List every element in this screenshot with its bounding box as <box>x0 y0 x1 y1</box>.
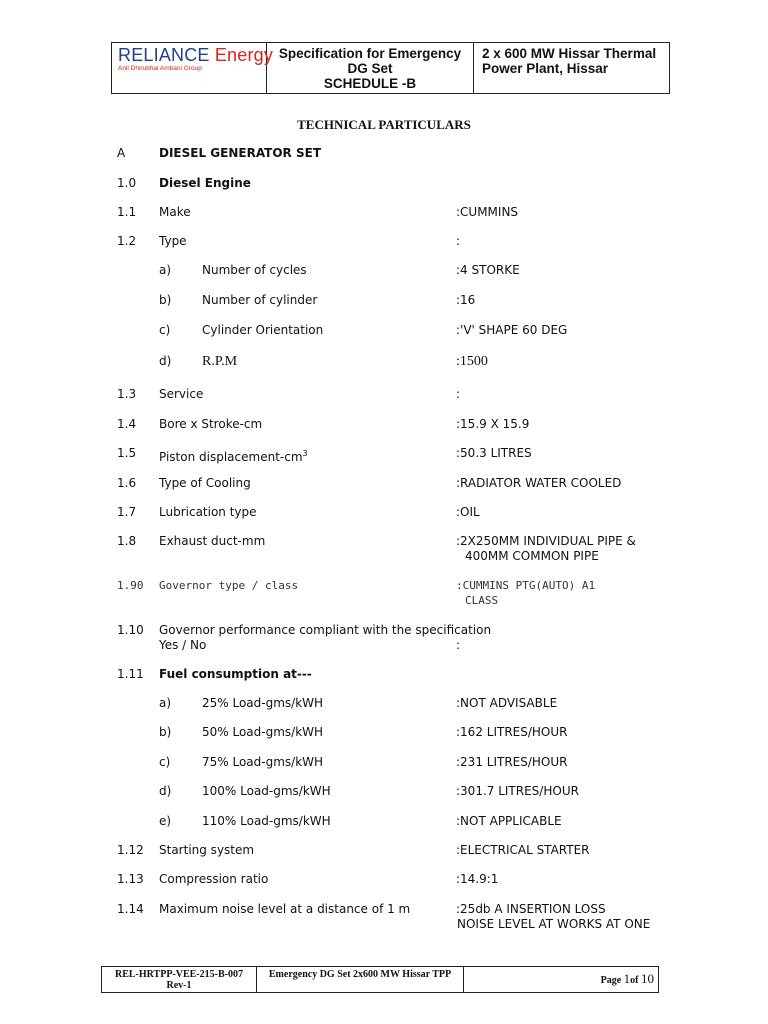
row-value: :301.7 LITRES/HOUR <box>456 784 579 798</box>
row-number: 1.4 <box>117 417 137 431</box>
row-label: Cylinder Orientation <box>202 323 324 337</box>
row-label: Governor type / class <box>159 579 299 592</box>
row-value: :CUMMINS PTG(AUTO) A1 <box>456 579 596 592</box>
row-number: 1.3 <box>117 387 137 401</box>
row-label: Type of Cooling <box>159 476 251 490</box>
row-value: :CUMMINS <box>456 205 519 219</box>
row-number: 1.90 <box>117 579 144 592</box>
row-label: Number of cylinder <box>202 293 318 307</box>
row-label: R.P.M <box>202 354 238 369</box>
row-sub-number: c) <box>159 323 171 337</box>
row-label: 25% Load-gms/kWH <box>202 696 324 710</box>
document-title: Specification for Emergency DG Set SCHEDULE -B <box>267 43 474 93</box>
row-number: 1.1 <box>117 205 137 219</box>
row-value-continued: NOISE LEVEL AT WORKS AT ONE <box>457 917 651 931</box>
row-sub-number: a) <box>159 696 172 710</box>
footer-document-title: Emergency DG Set 2x600 MW Hissar TPP <box>257 967 464 992</box>
row-label: Diesel Engine <box>159 176 251 190</box>
row-value: : <box>456 387 461 401</box>
row-label: Bore x Stroke-cm <box>159 417 263 431</box>
row-label: Lubrication type <box>159 505 257 519</box>
row-label: 110% Load-gms/kWH <box>202 814 331 828</box>
row-label: Fuel consumption at--- <box>159 667 312 681</box>
row-value: :231 LITRES/HOUR <box>456 755 568 769</box>
row-value: :4 STORKE <box>456 263 520 277</box>
row-value: :2X250MM INDIVIDUAL PIPE & <box>456 534 636 548</box>
superscript: 3 <box>302 449 308 458</box>
row-value: :25db A INSERTION LOSS <box>456 902 606 916</box>
row-value: :162 LITRES/HOUR <box>456 725 568 739</box>
row-label: Type <box>159 234 187 248</box>
plant-name: 2 x 600 MW Hissar Thermal Power Plant, Hissar <box>482 46 657 76</box>
row-label: Service <box>159 387 204 401</box>
row-number: 1.7 <box>117 505 137 519</box>
row-number: 1.8 <box>117 534 137 548</box>
row-number: 1.6 <box>117 476 137 490</box>
row-value: :'V' SHAPE 60 DEG <box>456 323 568 337</box>
row-number: 1.12 <box>117 843 144 857</box>
section-title: TECHNICAL PARTICULARS <box>297 117 471 132</box>
logo-reliance-text: RELIANCE <box>118 45 210 65</box>
row-sub-number: e) <box>159 814 172 828</box>
row-sub-number: d) <box>159 354 172 368</box>
row-value: :ELECTRICAL STARTER <box>456 843 590 857</box>
row-value: :16 <box>456 293 476 307</box>
row-label: Make <box>159 205 191 219</box>
row-number: 1.2 <box>117 234 137 248</box>
row-sub-number: b) <box>159 725 172 739</box>
row-sub-number: c) <box>159 755 171 769</box>
row-value-continued: CLASS <box>465 594 499 607</box>
row-value: :RADIATOR WATER COOLED <box>456 476 622 490</box>
row-label: Piston displacement-$cm^3$ <box>159 449 308 464</box>
row-value: :OIL <box>456 505 480 519</box>
row-label: Exhaust duct-mm <box>159 534 266 548</box>
row-value: : <box>456 234 461 248</box>
row-label: Compression ratio <box>159 872 269 886</box>
logo-group-text: Anil Dhirubhai Ambani Group <box>118 65 202 72</box>
row-number: 1.14 <box>117 902 144 916</box>
document-footer <box>101 966 659 993</box>
row-sub-number: d) <box>159 784 172 798</box>
row-label: Maximum noise level at a distance of 1 m <box>159 902 411 916</box>
row-value-continued: 400MM COMMON PIPE <box>465 549 599 563</box>
row-value: : <box>456 638 461 652</box>
revision: Rev-1 <box>166 980 192 991</box>
row-value: :14.9:1 <box>456 872 499 886</box>
document-number: REL-HRTPP-VEE-215-B-007 Rev-1 <box>102 967 257 992</box>
row-number: 1.11 <box>117 667 144 681</box>
row-number: 1.13 <box>117 872 144 886</box>
row-label: DIESEL GENERATOR SET <box>159 146 321 160</box>
row-number: 1.5 <box>117 446 137 460</box>
row-value: :NOT APPLICABLE <box>456 814 562 828</box>
row-number: 1.0 <box>117 176 137 190</box>
row-label: 50% Load-gms/kWH <box>202 725 324 739</box>
row-number: 1.10 <box>117 623 144 637</box>
row-value: :NOT ADVISABLE <box>456 696 558 710</box>
row-label: 100% Load-gms/kWH <box>202 784 331 798</box>
row-label: 75% Load-gms/kWH <box>202 755 324 769</box>
row-number: A <box>117 146 126 160</box>
row-label: Governor performance compliant with the specification <box>159 623 492 637</box>
document-header <box>111 42 670 94</box>
row-sub-number: b) <box>159 293 172 307</box>
row-value: :50.3 LITRES <box>456 446 532 460</box>
row-label: Number of cycles <box>202 263 307 277</box>
company-logo <box>112 43 274 93</box>
logo-energy-text: Energy <box>214 45 274 65</box>
row-label-continued: Yes / No <box>159 638 207 652</box>
row-value: :15.9 X 15.9 <box>456 417 530 431</box>
row-sub-number: a) <box>159 263 172 277</box>
row-value: :1500 <box>456 354 488 369</box>
row-label: Starting system <box>159 843 255 857</box>
page-number: Page 1of 10 <box>600 971 654 986</box>
